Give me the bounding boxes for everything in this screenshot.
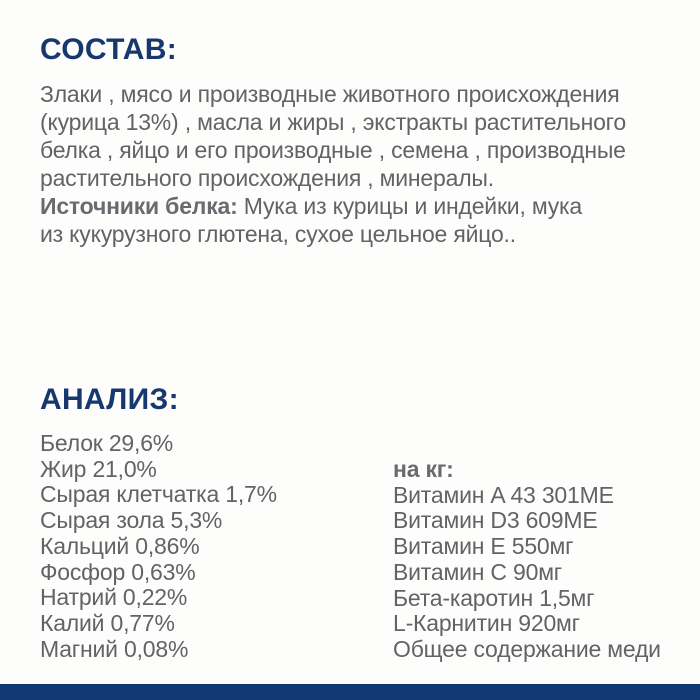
nutrient-row: Кальций 0,86% [40,532,200,559]
composition-text [40,80,660,248]
vitamin-row: Витамин D3 609МЕ [393,507,598,534]
nutrient-row: Магний 0,08% [40,635,189,662]
composition-line: Злаки , мясо и производные животного происхождения [40,81,620,107]
composition-line: белка , яйцо и его производные , семена , производные [40,137,626,163]
vitamin-row: Витамин C 90мг [393,558,562,585]
vitamin-row: L-Карнитин 920мг [393,610,580,637]
nutrient-row: Белок 29,6% [40,430,174,456]
protein-sources-line: из кукурузного глютена, сухое цельное яйцо.. [40,221,516,247]
composition-line: (курица 13%) , масла и жиры , экстракты растительного [40,109,626,135]
vitamin-row: Витамин A 43 301МЕ [393,481,614,508]
analysis-title: АНАЛИЗ: [40,383,179,416]
composition-title: СОСТАВ: [40,33,178,66]
protein-sources-text: Мука из курицы и индейки, мука [237,193,582,219]
analysis-nutrients-column [40,431,277,662]
nutrient-row: Калий 0,77% [40,609,175,636]
bottom-navy-bar [0,684,700,700]
vitamin-row: Витамин E 550мг [393,533,574,560]
nutrient-row: Натрий 0,22% [40,584,188,611]
protein-sources-label: Источники белка: [40,193,238,219]
per-kg-label: на кг: [393,456,454,482]
nutrient-row: Сырая клетчатка 1,7% [40,481,277,508]
vitamin-row: Общее содержание меди [393,635,661,662]
analysis-per-kg-column [393,457,661,663]
composition-line: растительного происхождения , минералы. [40,165,494,191]
protein-sources-line [40,192,660,220]
nutrient-row: Фосфор 0,63% [40,558,196,585]
vitamin-row: Бета-каротин 1,5мг [393,584,595,611]
nutrient-row: Сырая зола 5,3% [40,507,223,534]
nutrient-row: Жир 21,0% [40,455,157,482]
